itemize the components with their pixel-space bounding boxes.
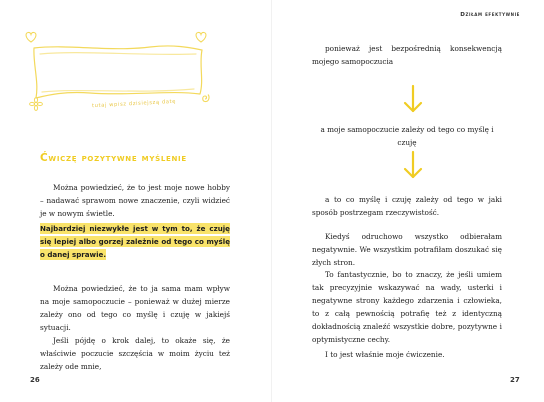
highlighted-paragraph — [40, 222, 230, 261]
page-number: 26 — [30, 376, 40, 384]
right-page — [272, 0, 544, 402]
paragraph: To fantastycznie, bo to znaczy, że jeśli umiem tak precyzyjnie wskazywać na wady, usterki i negatywne strony każdego zdarzenia i człowieka, to z całą pewnością potrafię też z identyczną dokładnością znaleźć wszystkie dobre, pozytywne i optymistyczne cechy. — [312, 270, 502, 344]
highlighted-text: Najbardziej niezwykłe jest w tym to, że czuję się lepiej albo gorzej zależnie od tego co myślę o danej sprawie. — [40, 224, 230, 259]
arrow-down-icon — [402, 150, 424, 180]
paragraph: Kiedyś odruchowo wszystko odbierałam negatywnie. We wszystkim potrafiłam doszukać się złych stron. — [312, 232, 502, 267]
heart-icon — [24, 30, 38, 44]
frame-caption: tutaj wpisz dzisiejszą datę — [91, 98, 177, 110]
page-number: 27 — [510, 376, 520, 384]
paragraph: Jeśli pójdę o krok dalej, to okaże się, że właściwie poczucie szczęścia w moim życiu też zależy ode mnie, — [40, 336, 230, 371]
arrow-down-icon — [402, 84, 424, 114]
paragraph: I to jest właśnie moje ćwiczenie. — [325, 350, 445, 359]
paragraph: a to co myślę i czuję zależy od tego w jaki sposób postrzegam rzeczywistość. — [312, 195, 502, 217]
paragraph: Można powiedzieć, że to ja sama mam wpływ na moje samopoczucie – ponieważ w dużej mierze zależy ono od tego co myślę i czuję w jakiejś sytuacji. — [40, 284, 230, 332]
paragraph: ponieważ jest bezpośrednią konsekwencją mojego samopoczucia — [312, 44, 502, 66]
paragraph: a moje samopoczucie zależy od tego co myślę i czuję — [320, 125, 494, 147]
flower-icon — [28, 96, 44, 112]
swirl-icon — [196, 90, 214, 108]
heart-icon — [194, 30, 208, 44]
paragraph: Można powiedzieć, że to jest moje nowe hobby – nadawać sprawom nowe znaczenie, czyli widzieć je w nowym świetle. — [40, 183, 230, 218]
running-header: Dziłam efektywnie — [460, 12, 520, 18]
section-title: Ćwiczę pozytywne myślenie — [40, 152, 187, 164]
